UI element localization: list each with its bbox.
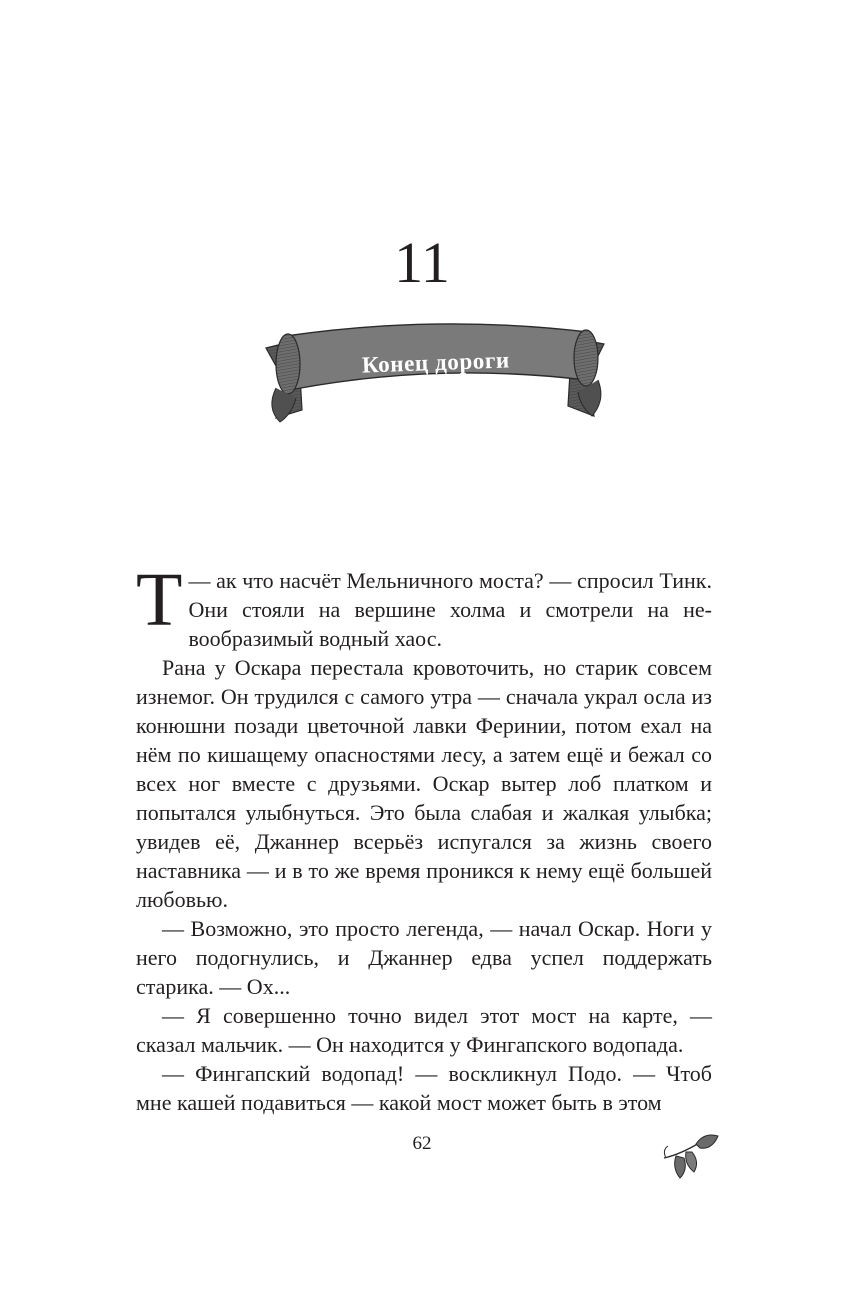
chapter-title-banner (246, 318, 624, 428)
drop-cap: Т (136, 558, 183, 642)
paragraph: Рана у Оскара перестала кровоточить, но старик совсем изнемог. Он трудился с самого утра — сначала украл осла из конюшни позади цветочной лавки Феринии, потом ехал на нём по кишащему опасностями лесу, а затем ещё и бежал со всех ног вместе с друзьями. Оскар вытер лоб платком и попытался улыбнуться. Это была слабая и жалкая улыбка; увидев её, Джаннер всерьёз испугался за жизнь своего наставника — и в то же время проникся к нему ещё большей любовью. (136, 655, 712, 912)
chapter-body (136, 558, 712, 1117)
scroll-banner-icon (246, 318, 624, 428)
paragraph: — Возможно, это просто легенда, — начал Оскар. Ноги у него подогнулись, и Джаннер едва успел поддержать старика. — Ох... (136, 916, 712, 999)
paragraph-text: ак что насчёт Мельничного моста? — спросил Тинк. Они стояли на вершине холма и смотрели на невообразимый водный хаос. (188, 568, 712, 651)
chapter-number: 11 (394, 230, 450, 295)
paragraph (136, 558, 712, 653)
paragraph: — Фингапский водопад! — воскликнул Подо. — Чтоб мне кашей подавиться — какой мост может быть в этом (136, 1061, 712, 1115)
page-number: 62 (412, 1133, 432, 1154)
chapter-title: Конец дороги (361, 347, 511, 378)
paragraph: — Я совершенно точно видел этот мост на карте, — сказал мальчик. — Он находится у Фингапского водопада. (136, 1003, 712, 1057)
leaf-sprig-icon (660, 1128, 720, 1184)
opening-dash: — (188, 568, 211, 593)
